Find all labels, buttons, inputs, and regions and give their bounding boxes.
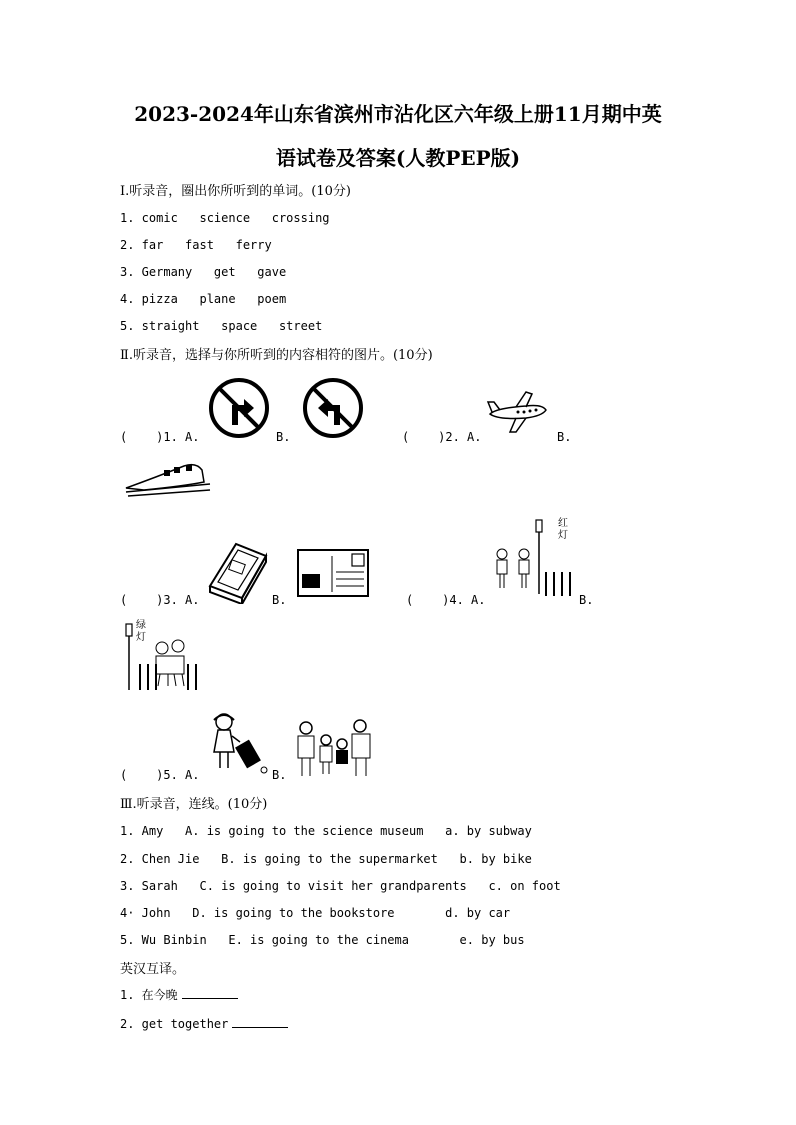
train-icon: [124, 456, 212, 498]
q2-b-label: B.: [557, 430, 572, 444]
s4-item-1: [120, 986, 238, 1003]
page-title-line1: 2023-2024年山东省滨州市沾化区六年级上册11月期中英: [134, 102, 662, 126]
s4-item-2: [120, 1015, 288, 1031]
girl-with-suitcase-icon: [206, 712, 272, 776]
section4-heading: 英汉互译。: [120, 962, 186, 977]
postcard-icon: [296, 548, 370, 598]
q2-label: ( )2. A.: [402, 430, 482, 444]
s1-item-5: 5. straight space street: [120, 319, 323, 333]
section1-heading: Ⅰ.听录音，圈出你所听到的单词。(10分): [120, 184, 351, 199]
s3-item-1: 1. Amy A. is going to the science museum a. by subway: [120, 824, 532, 838]
s4-item-1-text: 1. 在今晚: [120, 988, 178, 1002]
no-left-turn-sign-icon: [300, 377, 366, 439]
q1-label: ( )1. A.: [120, 430, 200, 444]
s1-item-2: 2. far fast ferry: [120, 238, 272, 252]
s3-item-4: 4· John D. is going to the bookstore d. by car: [120, 906, 511, 920]
children-red-light-crossing-icon: [494, 516, 578, 598]
books-icon: [206, 538, 270, 604]
s3-item-3: 3. Sarah C. is going to visit her grandparents c. on foot: [120, 879, 561, 893]
section3-heading: Ⅲ.听录音，连线。(10分): [120, 797, 268, 812]
s1-item-1: 1. comic science crossing: [120, 211, 330, 225]
q3-label: ( )3. A.: [120, 593, 200, 607]
airplane-icon: [486, 388, 550, 436]
q4-label: ( )4. A.: [406, 593, 486, 607]
q3-b-label: B.: [272, 593, 287, 607]
answer-blank-1[interactable]: [182, 986, 238, 999]
family-group-icon: [294, 718, 376, 778]
answer-blank-2[interactable]: [232, 1015, 288, 1028]
s1-item-4: 4. pizza plane poem: [120, 292, 287, 306]
q4-b-label: B.: [579, 593, 594, 607]
section2-heading: Ⅱ.听录音，选择与你所听到的内容相符的图片。(10分): [120, 348, 433, 363]
children-green-light-crossing-icon: [122, 620, 202, 692]
s1-item-3: 3. Germany get gave: [120, 265, 287, 279]
q1-b-label: B.: [276, 430, 291, 444]
s3-item-5: 5. Wu Binbin E. is going to the cinema e. by bus: [120, 933, 525, 947]
green-light-text: 绿灯: [136, 620, 146, 643]
q5-b-label: B.: [272, 768, 287, 782]
red-light-text: 红灯: [558, 518, 568, 541]
q5-label: ( )5. A.: [120, 768, 200, 782]
s4-item-2-text: 2. get together: [120, 1017, 229, 1031]
s3-item-2: 2. Chen Jie B. is going to the supermarket b. by bike: [120, 852, 532, 866]
page-title-line2: 语试卷及答案(人教PEP版): [275, 146, 521, 170]
no-right-turn-sign-icon: [206, 377, 272, 439]
